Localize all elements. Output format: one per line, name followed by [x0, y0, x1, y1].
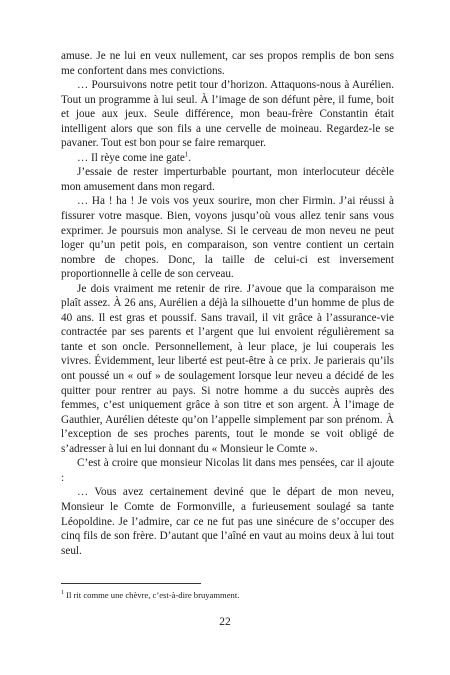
paragraph: … Ha ! ha ! Je vois vos yeux sourire, mon cher Firmin. J’ai réussi à fissurer votre masque. Bien, voyons jusqu’où vous allez tenir sans vous exprimer. Je poursuis mon analyse. Si le cerveau de mon neveu ne peut loger qu’un petit pois, en comparaison, son ventre contient un certain nombre de chopes. Donc, la taille de celui-ci est inversement proportionnelle à celle de son cerveau. — [61, 195, 394, 281]
paragraph: … Poursuivons notre petit tour d’horizon. Attaquons-nous à Aurélien. Tout un programme à lui seul. À l’image de son défunt père, il fume, boit et joue aux jeux. Seule différence, mon beau-frère Constantin était intelligent alors que son fils a une cervelle de moineau. Regardez-le se pavaner. Tout est bon pour se faire remarquer. — [61, 79, 394, 150]
paragraph: J’essaie de rester imperturbable pourtant, mon interlocuteur décèle mon amusement dans mon regard. — [61, 166, 394, 193]
footnote-separator — [61, 583, 201, 584]
paragraph: amuse. Je ne lui en veux nullement, car ses propos remplis de bon sens me confortent dans mes convictions. — [61, 50, 394, 77]
paragraph: Je dois vraiment me retenir de rire. J’avoue que la comparaison me plaît assez. À 26 ans, Aurélien a déjà la silhouette d’un homme de plus de 40 ans. Il est gras et poussif. Sans travail, il vit grâce à l’assurance-vie contractée par ses parents et l’argent que lui envoient régulièrement sa tante et son oncle. Personnellement, à leur place, je lui couperais les vivres. Évidemment, leur liberté est peut-être à ce prix. Je parierais qu’ils ont poussé un « ouf » de soulagement lorsque leur neveu a décidé de les quitter pour rentrer au pays. Si notre homme a du succès auprès des femmes, c’est uniquement grâce à son titre et son argent. À l’image de Gauthier, Aurélien déteste qu’on l’appelle simplement par son prénom. À l’exception de ses proches parents, tout le monde se voit obligé de s’adresser à lui en lui donnant du « Monsieur le Comte ». — [61, 282, 394, 455]
footnote-number: 1 — [61, 590, 64, 597]
footnote — [61, 590, 394, 601]
paragraph-with-footnote-ref: … Il rèye come ine gate$^1$. — [77, 150, 192, 164]
footnote-reference: 1 — [184, 150, 189, 159]
paragraph: … Vous avez certainement deviné que le départ de mon neveu, Monsieur le Comte de Formonville, a furieusement soulagé sa tante Léopoldine. Je l’admire, car ce ne fut pas une sinécure de s’occuper des cinq fils de son frère. D’autant que l’aîné en vaut au moins deux à lui tout seul. — [61, 486, 394, 557]
paragraph-text: … Il rèye come ine gate — [77, 151, 185, 164]
page-number: 22 — [219, 616, 231, 628]
paragraph: C’est à croire que monsieur Nicolas lit dans mes pensées, car il ajoute : — [61, 457, 394, 484]
body-text — [61, 49, 394, 558]
footnote-text: Il rit comme une chèvre, c’est-à-dire bruyamment. — [64, 590, 240, 600]
